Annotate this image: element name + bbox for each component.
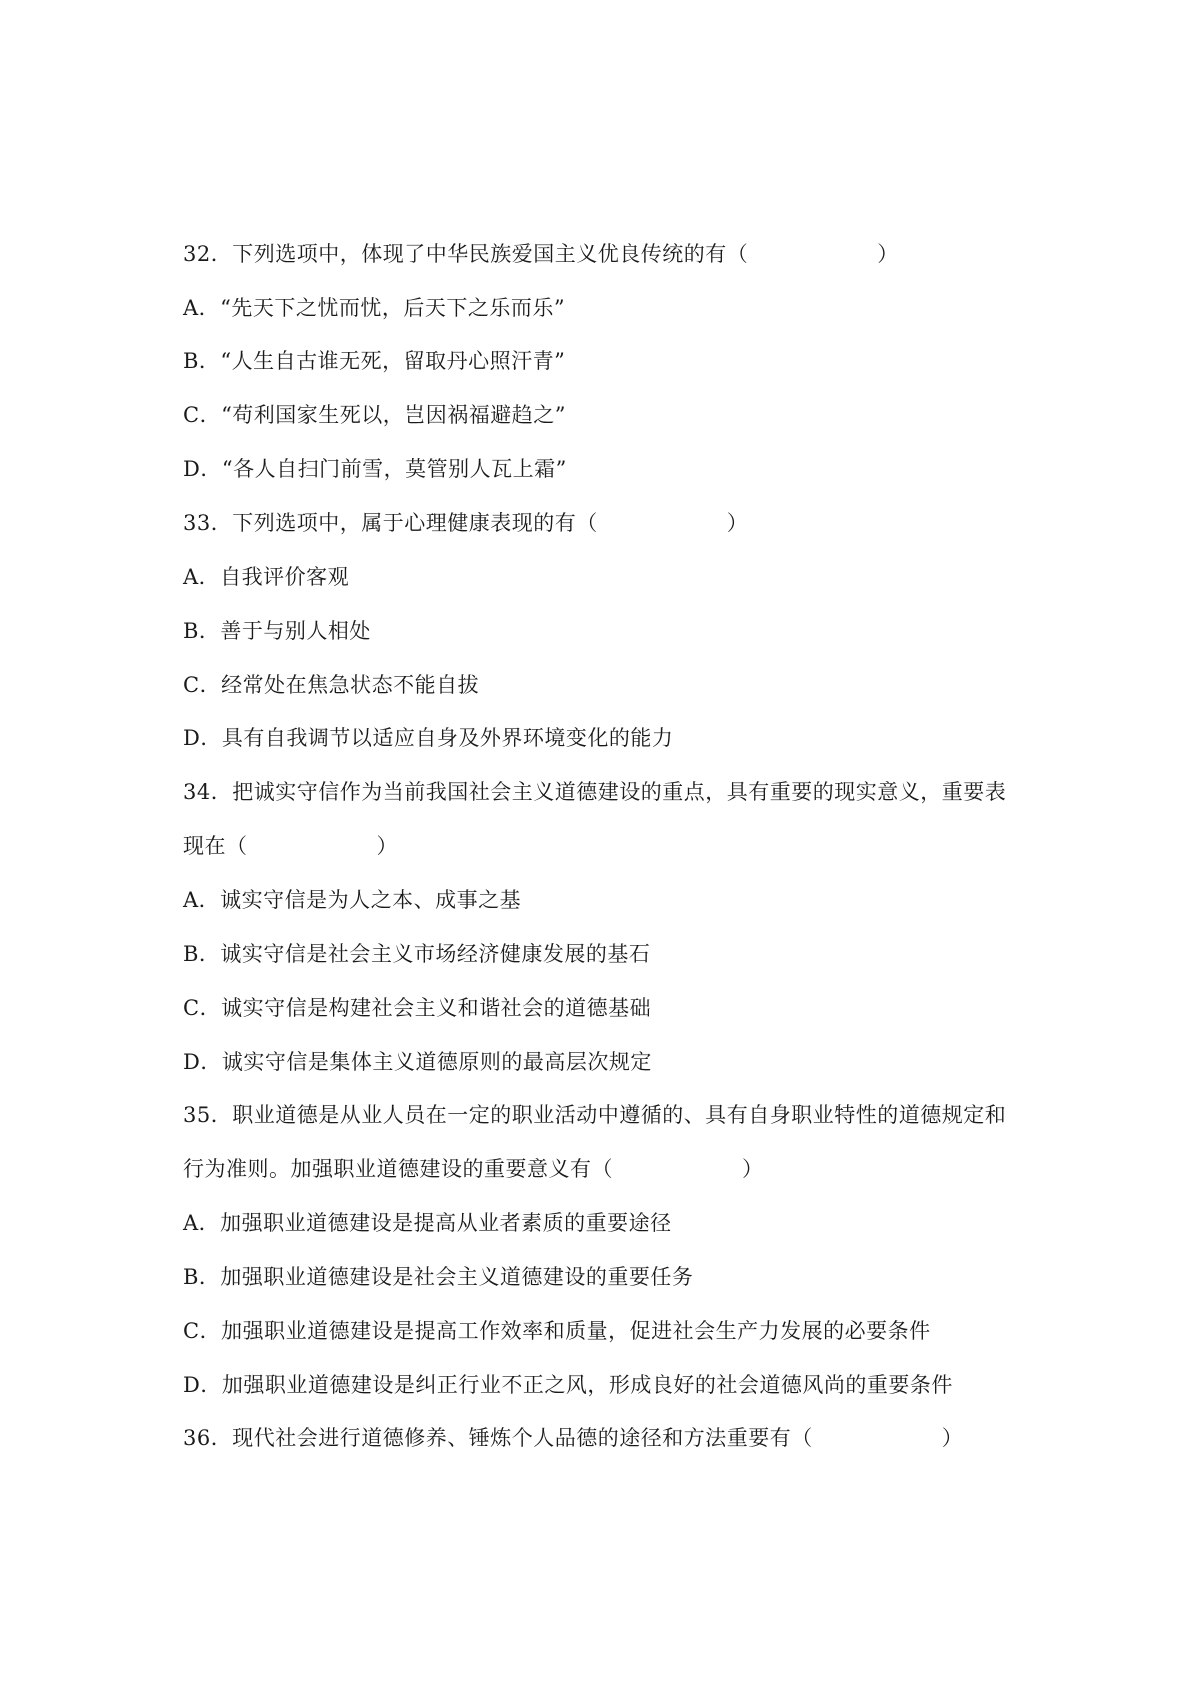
question-35-option-b: B．加强职业道德建设是社会主义道德建设的重要任务 [183, 1265, 694, 1289]
question-33-option-b: B．善于与别人相处 [183, 619, 371, 643]
question-34-stem-line-1: 34．把诚实守信作为当前我国社会主义道德建设的重点，具有重要的现实意义，重要表 [183, 780, 1007, 804]
question-32-stem: 32．下列选项中，体现了中华民族爱国主义优良传统的有（ ） [183, 242, 899, 266]
question-32-option-b: B．“人生自古谁无死，留取丹心照汗青” [183, 349, 566, 373]
question-34-stem-line-2: 现在（ ） [183, 834, 398, 858]
question-34-option-c: C．诚实守信是构建社会主义和谐社会的道德基础 [183, 996, 652, 1020]
question-33-option-c: C．经常处在焦急状态不能自拔 [183, 673, 480, 697]
question-32-option-d: D．“各人自扫门前雪，莫管别人瓦上霜” [183, 457, 567, 481]
question-32-option-a: A．“先天下之忧而忧，后天下之乐而乐” [183, 296, 566, 320]
question-35-stem-line-2: 行为准则。加强职业道德建设的重要意义有（ ） [183, 1157, 764, 1181]
question-33-option-d: D．具有自我调节以适应自身及外界环境变化的能力 [183, 726, 674, 750]
question-32-option-c: C．“苟利国家生死以，岂因祸福避趋之” [183, 403, 567, 427]
question-35-stem-line-1: 35．职业道德是从业人员在一定的职业活动中遵循的、具有自身职业特性的道德规定和 [183, 1103, 1007, 1127]
question-36-stem: 36．现代社会进行道德修养、锤炼个人品德的途径和方法重要有（ ） [183, 1426, 964, 1450]
question-33-option-a: A．自我评价客观 [183, 565, 350, 589]
question-34-option-a: A．诚实守信是为人之本、成事之基 [183, 888, 522, 912]
question-33-stem: 33．下列选项中，属于心理健康表现的有（ ） [183, 511, 749, 535]
question-34-option-b: B．诚实守信是社会主义市场经济健康发展的基石 [183, 942, 651, 966]
question-35-option-d: D．加强职业道德建设是纠正行业不正之风，形成良好的社会道德风尚的重要条件 [183, 1373, 953, 1397]
question-34-option-d: D．诚实守信是集体主义道德原则的最高层次规定 [183, 1050, 652, 1074]
question-35-option-a: A．加强职业道德建设是提高从业者素质的重要途径 [183, 1211, 672, 1235]
question-35-option-c: C．加强职业道德建设是提高工作效率和质量，促进社会生产力发展的必要条件 [183, 1319, 931, 1343]
